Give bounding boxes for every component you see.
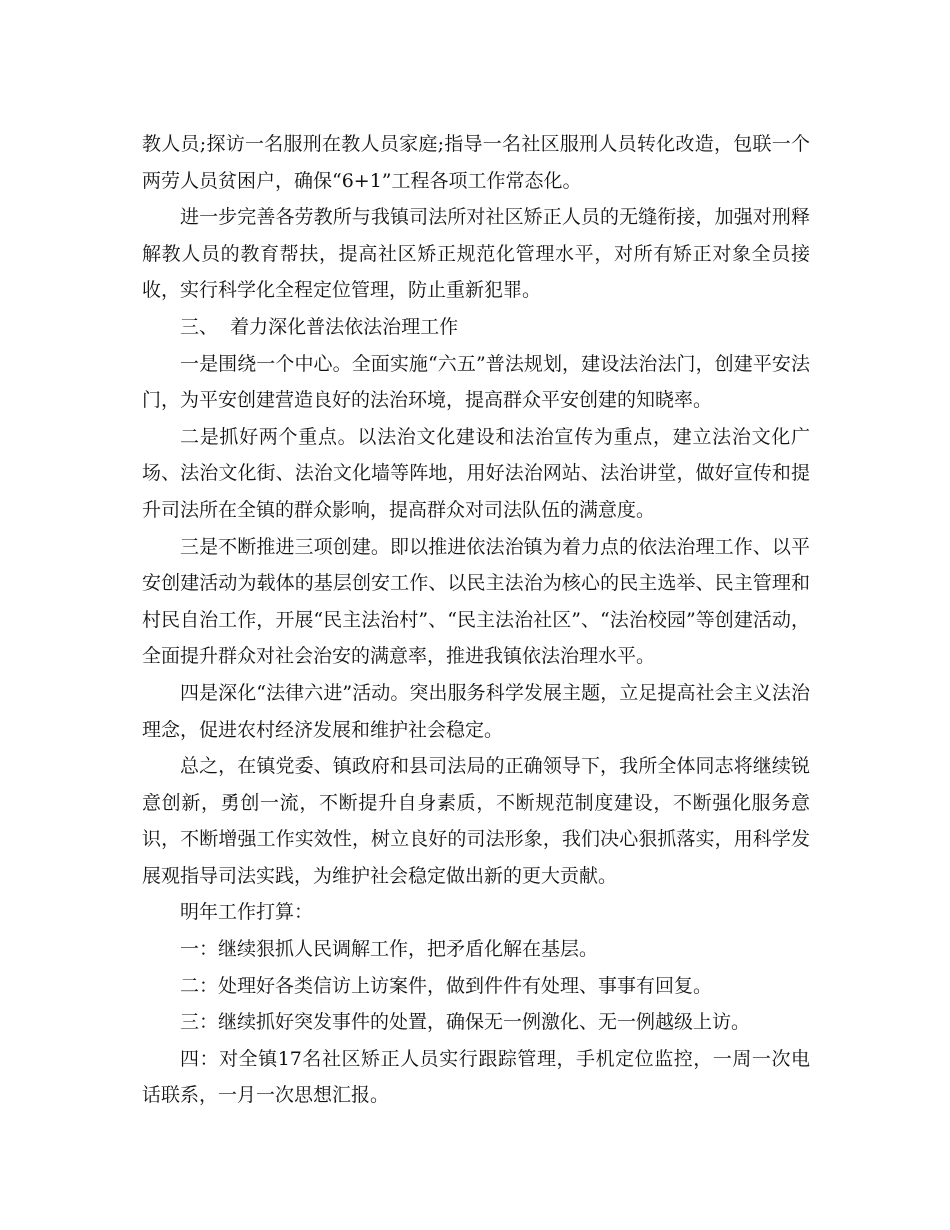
- paragraph-5: 二是抓好两个重点。以法治文化建设和法治宣传为重点，建立法治文化广场、法治文化街、法治文化墙等阵地，用好法治网站、法治讲堂，做好宣传和提升司法所在全镇的群众影响，提高群众对司法队伍的满意度。: [142, 425, 810, 521]
- paragraph-7: 四是深化“法律六进”活动。突出服务科学发展主题，立足提高社会主义法治理念，促进农村经济发展和维护社会稳定。: [142, 681, 810, 741]
- paragraph-8: 总之，在镇党委、镇政府和县司法局的正确领导下，我所全体同志将继续锐意创新，勇创一流，不断提升自身素质，不断规范制度建设，不断强化服务意识，不断增强工作实效性，树立良好的司法形象，我们决心狠抓落实，用科学发展观指导司法实践，为维护社会稳定做出新的更大贡献。: [142, 755, 810, 887]
- paragraph-6: 三是不断推进三项创建。即以推进依法治镇为着力点的依法治理工作、以平安创建活动为载体的基层创安工作、以民主法治为核心的民主选举、民主管理和村民自治工作，开展“民主法治村”、“民主法治社区”、“法治校园”等创建活动，全面提升群众对社会治安的满意率，推进我镇依法治理水平。: [142, 535, 810, 668]
- plan-heading: 明年工作打算：: [180, 901, 314, 924]
- plan-item-4: 四：对全镇17名社区矫正人员实行跟踪管理，手机定位监控，一周一次电话联系，一月一次思想汇报。: [142, 1047, 810, 1107]
- section-heading-3: 三、 着力深化普法依法治理工作: [180, 315, 459, 338]
- plan-item-3: 三：继续抓好突发事件的处置，确保无一例激化、无一例越级上访。: [180, 1011, 751, 1034]
- document-body: [142, 126, 810, 1114]
- plan-item-1: 一：继续狠抓人民调解工作，把矛盾化解在基层。: [180, 938, 599, 961]
- plan-item-2: 二：处理好各类信访上访案件，做到件件有处理、事事有回复。: [180, 974, 713, 997]
- paragraph-1: 教人员;探访一名服刑在教人员家庭;指导一名社区服刑人员转化改造，包联一个两劳人员贫困户，确保“6+1”工程各项工作常态化。: [142, 133, 810, 192]
- paragraph-4: 一是围绕一个中心。全面实施“六五”普法规划，建设法治法门，创建平安法门，为平安创建营造良好的法治环境，提高群众平安创建的知晓率。: [142, 352, 810, 412]
- paragraph-2: 进一步完善各劳教所与我镇司法所对社区矫正人员的无缝衔接，加强对刑释解教人员的教育帮扶，提高社区矫正规范化管理水平，对所有矫正对象全员接收，实行科学化全程定位管理，防止重新犯罪。: [142, 206, 810, 302]
